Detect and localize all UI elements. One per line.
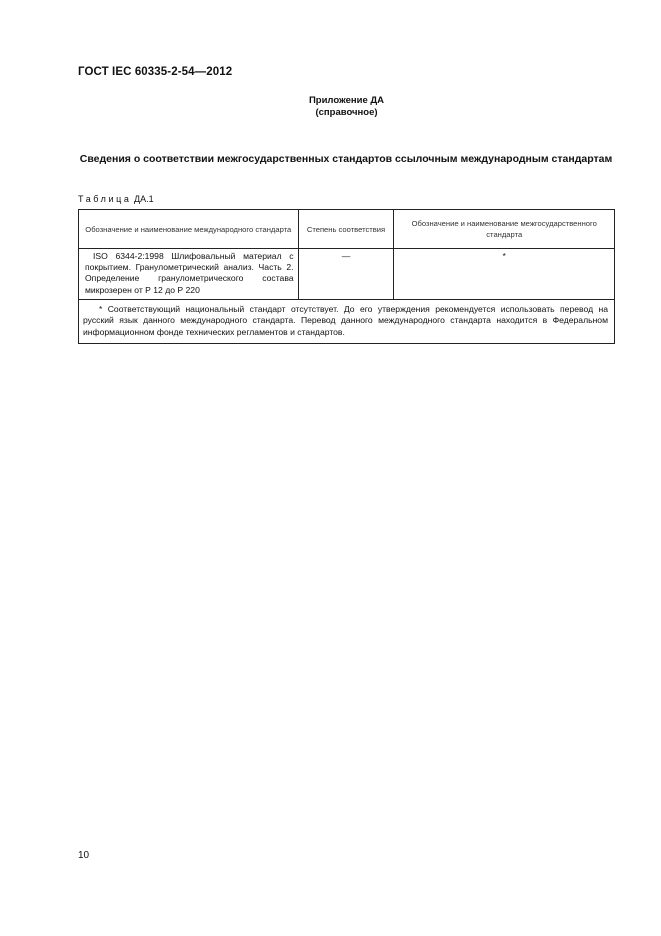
table-footnote bbox=[79, 299, 615, 344]
annex-heading bbox=[0, 95, 661, 119]
cell-international-standard bbox=[79, 249, 299, 300]
correspondence-table bbox=[78, 209, 615, 344]
table-caption-number: ДА.1 bbox=[134, 194, 154, 204]
international-standard-text: ISO 6344-2:1998 Шлифовальный материал с покрытием. Гранулометрический анализ. Часть 2. Определение гранулометрического состава микрозерен от Р 12 до Р 220 bbox=[85, 251, 294, 295]
table-row bbox=[79, 249, 615, 300]
annex-subtitle: (справочное) bbox=[315, 107, 378, 118]
cell-interstate-standard: * bbox=[394, 249, 615, 300]
column-header-international: Обозначение и наименование международного стандарта bbox=[79, 210, 299, 249]
column-header-degree: Степень соответствия bbox=[298, 210, 394, 249]
footnote-text: * Соответствующий национальный стандарт отсутствует. До его утверждения рекомендуется использовать перевод на русский язык данного международного стандарта. Перевод данного международного стандарта находится в Федеральном информационном фонде технических регламентов и стандартов. bbox=[83, 303, 608, 337]
section-title: Сведения о соответствии межгосударственных стандартов ссылочным международным стандартам bbox=[79, 153, 613, 165]
cell-degree: — bbox=[298, 249, 394, 300]
table-caption-word: Таблица bbox=[78, 194, 132, 204]
document-designation: ГОСТ IEC 60335-2-54—2012 bbox=[78, 66, 233, 78]
table-footnote-row bbox=[79, 299, 615, 344]
table-header-row bbox=[79, 210, 615, 249]
page-number: 10 bbox=[78, 850, 90, 861]
column-header-interstate: Обозначение и наименование межгосударственного стандарта bbox=[394, 210, 615, 249]
annex-title: Приложение ДА bbox=[308, 95, 385, 106]
table-caption bbox=[78, 194, 154, 204]
